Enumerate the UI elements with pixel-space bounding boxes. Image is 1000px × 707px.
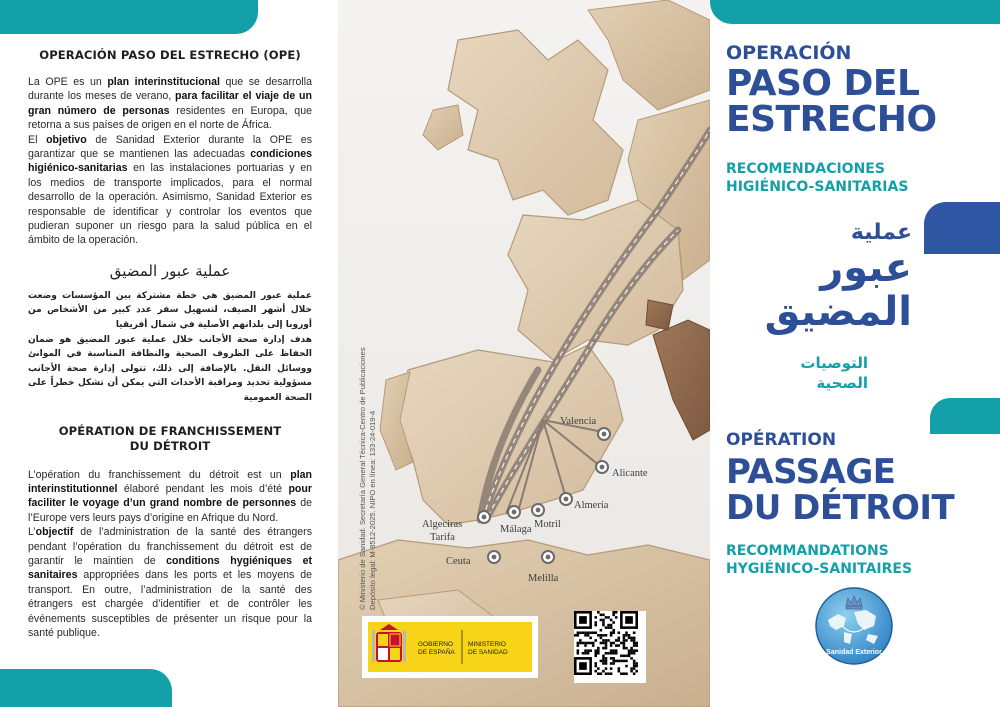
text-run: L’ — [28, 526, 36, 539]
puzzle-map-photo — [338, 0, 710, 707]
text-run: appropriées dans les ports et les moyens de transport. En outre, l’administration de la santé des étrangers est chargée d’identifier et de contrôler les événements susceptibles de présenter un risque pour la santé publique. — [28, 569, 312, 640]
text-run: La OPE es un — [28, 76, 108, 88]
svg-text:MINISTERIO: MINISTERIO — [468, 641, 506, 648]
bold-phrase: condiciones higiénico-sanitarias — [28, 148, 312, 175]
label-valencia: Valencia — [560, 416, 597, 427]
puzzle-piece-island — [646, 300, 673, 330]
arabic-paragraph-1: عملية عبور المضيق هي خطة مشتركة بين المؤسسات وضعت خلال أشهر الصيف، لتسهيل سفر عدد كبير من الأشخاص من أوروبا إلى بلدانهم الأصلية في شمال أفريقيا — [28, 290, 312, 331]
ar-title-line-2: عبور — [820, 245, 912, 291]
fr-heading — [28, 424, 312, 454]
text-run: élaboré pendant les mois d’été — [117, 483, 289, 496]
text-run: de l’Europe vers leurs pays d’origine en Afrique du Nord. — [28, 497, 313, 524]
bold-phrase: objectif — [35, 526, 74, 539]
es-title-line-2: ESTRECHO — [726, 99, 937, 140]
text-run: El — [28, 133, 47, 146]
text-run: en las instalaciones portuarias y en los medios de transporte implicados, para el normal desarrollo de la operación. Asimismo, Sanidad Exterior es responsable de identificar y controlar los eventos que pudieran suponer un riesgo para la salud pública en el ámbito de la operación. — [28, 162, 312, 247]
label-ceuta: Ceuta — [446, 556, 471, 567]
navy-tab-right — [924, 202, 1000, 254]
bold-phrase: pour faciliter le voyage d’un grand nombre de personnes — [28, 483, 312, 510]
ar-subtitle-line-2: الصحية — [816, 374, 868, 392]
teal-tab-bottom-left — [0, 669, 172, 707]
text-run: que se desarrolla durante los meses de verano, — [28, 76, 312, 103]
puzzle-piece-italy — [653, 320, 710, 440]
es-subtitle — [726, 160, 908, 196]
bold-phrase: objetivo — [46, 133, 87, 146]
label-malaga: Málaga — [500, 524, 532, 535]
es-subtitle-line-1: RECOMENDACIONES — [726, 161, 885, 177]
fr-subtitle — [726, 542, 912, 578]
label-almeria: Almería — [574, 500, 609, 511]
cover-title-panel — [710, 0, 1000, 707]
svg-text:DE SANIDAD: DE SANIDAD — [468, 649, 508, 656]
text-run: residentes en Europa, que retorna a sus países de origen en el norte de África. — [28, 104, 312, 132]
fr-title-line-2: DU DÉTROIT — [726, 488, 955, 528]
label-motril: Motril — [534, 519, 561, 530]
fr-subtitle-line-1: RECOMMANDATIONS — [726, 543, 889, 559]
arabic-paragraph-2: هدف إدارة صحة الأجانب خلال عملية عبور المضيق هو ضمان الحفاظ على الظروف الصحية والنظافة المناسبة في الموانئ ووسائل النقل. بالإضافة إلى ذلك، تتولى إدارة صحة الأجانب مسؤولية تحديد ومراقبة الأحداث التي يمكن أن تشكل خطراً على الصحة العمومية — [28, 334, 312, 404]
es-main-title — [726, 63, 937, 140]
label-tarifa: Tarifa — [430, 532, 455, 543]
bold-phrase: plan interinstitutionnel — [28, 468, 312, 496]
credit-line-2: Depósito legal: M-8512-2025. NIPO en línea: 133-24-019-4 — [368, 410, 377, 610]
coat-of-arms-logo — [362, 616, 538, 678]
label-melilla: Melilla — [528, 573, 559, 584]
left-text-panel — [0, 0, 338, 707]
es-title-line-1: PASO DEL — [726, 63, 920, 104]
es-paragraph-2 — [28, 133, 312, 248]
qr-code-icon — [574, 611, 638, 675]
text-run: L’opération du franchissement du détroit est un — [28, 468, 291, 481]
arabic-heading: عملية عبور المضيق — [109, 261, 231, 280]
puzzle-piece-iberia — [398, 345, 623, 525]
legal-credits — [358, 190, 378, 610]
fr-paragraph-1 — [28, 468, 312, 526]
svg-text:DE ESPAÑA: DE ESPAÑA — [418, 649, 455, 656]
text-run: de l’administration de la santé des étrangers pendant l’opération du franchissement du détroit est de garantir le maintien de — [28, 526, 312, 568]
svg-text:GOBIERNO: GOBIERNO — [418, 641, 454, 648]
fr-main-title — [726, 454, 954, 526]
ar-title-line-1: عملية — [850, 220, 912, 245]
label-alicante: Alicante — [612, 468, 648, 479]
ope-heading: OPERACIÓN PASO DEL ESTRECHO (OPE) — [39, 48, 301, 62]
fr-operation: OPÉRATION — [726, 430, 837, 450]
teal-tab-top-right — [710, 0, 1000, 24]
svg-text:Sanidad Exterior: Sanidad Exterior — [826, 649, 882, 656]
ar-subtitle-line-1: التوصيات — [800, 354, 868, 372]
fr-paragraph-2 — [28, 525, 312, 640]
es-paragraph-1 — [28, 75, 312, 133]
left-content — [28, 48, 312, 641]
label-algeciras: Algeciras — [422, 519, 463, 530]
ar-title-line-3: المضيق — [764, 289, 912, 335]
es-subtitle-line-2: HIGIÉNICO-SANITARIAS — [726, 179, 909, 195]
teal-tab-right — [930, 398, 1000, 434]
government-logo — [362, 616, 538, 678]
puzzle-piece-ireland — [423, 105, 463, 150]
teal-tab-top-left — [0, 0, 258, 34]
fr-heading-line-1: OPÉRATION DE FRANCHISSEMENT — [58, 423, 282, 438]
bold-phrase: para facilitar el viaje de un gran número de personas — [28, 90, 312, 117]
fr-title-line-1: PASSAGE — [726, 452, 896, 492]
bold-phrase: plan interinstitucional — [107, 76, 220, 88]
sanidad-exterior-emblem — [814, 586, 894, 666]
puzzle-piece-britain — [448, 30, 623, 215]
puzzle-piece-north-east — [588, 0, 710, 110]
qr-code[interactable] — [574, 611, 646, 683]
bold-phrase: conditions hygiéniques et sanitaires — [28, 555, 312, 582]
credit-line-1: © Ministerio de Sanidad. Secretaría General Técnica-Centro de Publicaciones — [358, 347, 367, 610]
map-illustration — [338, 0, 710, 707]
fr-subtitle-line-2: HYGIÉNICO-SANITAIRES — [726, 561, 913, 577]
fr-heading-line-2: DU DÉTROIT — [129, 438, 211, 453]
es-operacion: OPERACIÓN — [726, 42, 852, 64]
text-run: de Sanidad Exterior durante la OPE es garantizar que se mantienen las adecuadas — [28, 133, 312, 161]
